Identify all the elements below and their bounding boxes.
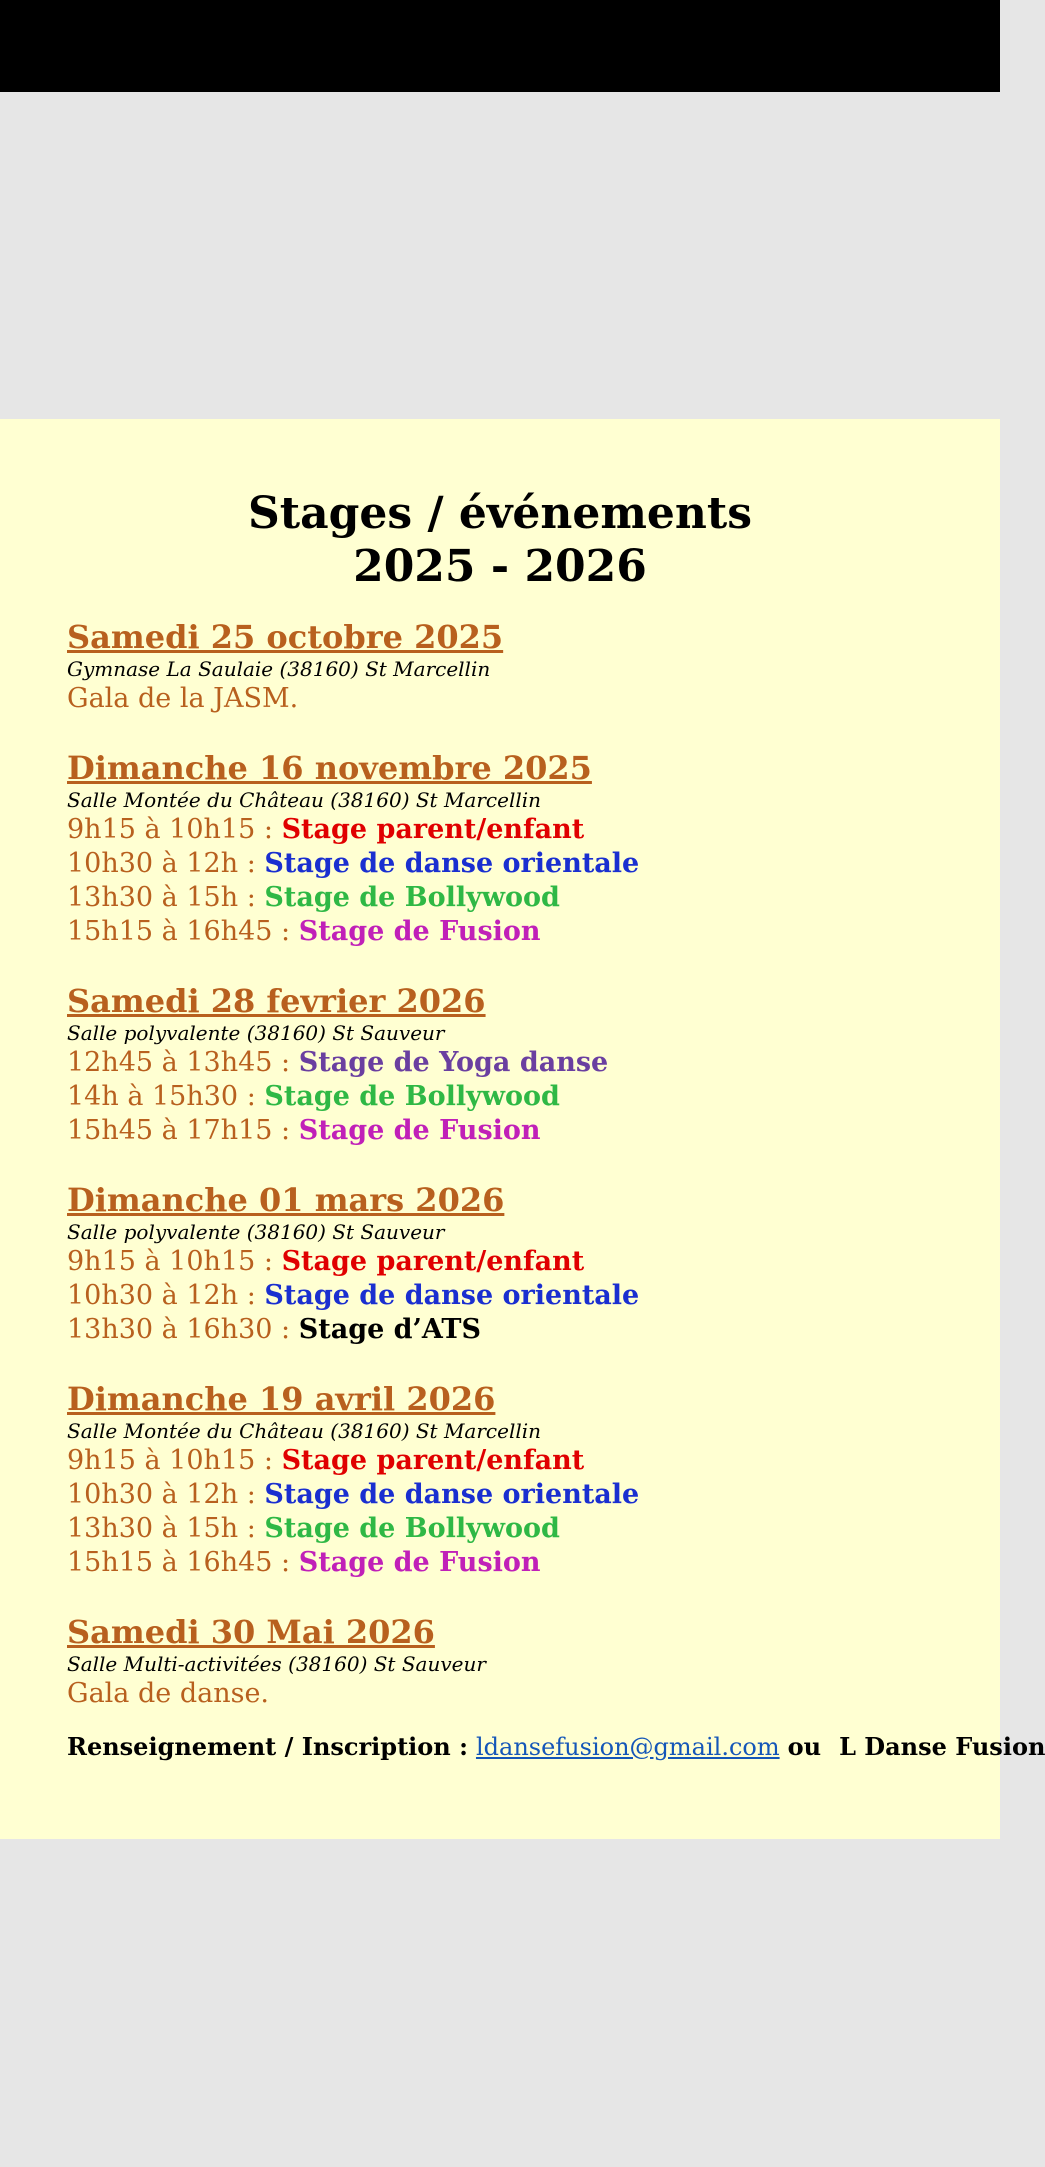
- schedule-row: [67, 1279, 967, 1313]
- event-date: Samedi 28 fevrier 2026: [67, 982, 486, 1020]
- schedule-time: 13h30 à 15h :: [67, 882, 265, 913]
- events-list: [67, 618, 967, 1711]
- schedule-time: 13h30 à 15h :: [67, 1513, 265, 1544]
- contact-label: Renseignement / Inscription :: [67, 1732, 468, 1761]
- title-line-2: 2025 - 2026: [353, 541, 647, 592]
- event-note: Gala de la JASM.: [67, 683, 299, 714]
- facebook-page-name[interactable]: L Danse Fusion: [839, 1732, 1045, 1761]
- stage-name: Stage de Bollywood: [264, 1513, 560, 1544]
- schedule-time: 14h à 15h30 :: [67, 1081, 265, 1112]
- event-block: [67, 618, 967, 716]
- schedule-row: [67, 1046, 967, 1080]
- schedule-row: [67, 1512, 967, 1546]
- stage-name: Stage de danse orientale: [264, 1479, 640, 1510]
- event-date: Dimanche 01 mars 2026: [67, 1181, 505, 1219]
- schedule-row: [67, 915, 967, 949]
- stage-name: Stage parent/enfant: [281, 1246, 585, 1277]
- event-note: Gala de danse.: [67, 1678, 270, 1709]
- contact-or: ou: [787, 1732, 822, 1761]
- event-date: Samedi 30 Mai 2026: [67, 1613, 435, 1651]
- event-block: [67, 1613, 967, 1711]
- bottom-gray-area: [0, 1839, 1000, 2167]
- schedule-time: 15h15 à 16h45 :: [67, 1547, 299, 1578]
- schedule-row: [67, 1444, 967, 1478]
- top-gray-area: [0, 92, 1000, 419]
- event-venue: Salle Montée du Château (38160) St Marcellin: [67, 788, 542, 812]
- event-date: Dimanche 19 avril 2026: [67, 1380, 496, 1418]
- event-venue: Gymnase La Saulaie (38160) St Marcellin: [67, 657, 491, 681]
- page-title: [0, 487, 1000, 593]
- event-venue: Salle Multi-activitées (38160) St Sauveur: [67, 1652, 486, 1676]
- schedule-row: [67, 1114, 967, 1148]
- stage-name: Stage d’ATS: [298, 1314, 481, 1345]
- stage-name: Stage de Bollywood: [264, 1081, 560, 1112]
- stage-name: Stage de Fusion: [298, 916, 541, 947]
- event-venue: Salle polyvalente (38160) St Sauveur: [67, 1220, 445, 1244]
- event-block: [67, 1181, 967, 1347]
- event-venue: Salle polyvalente (38160) St Sauveur: [67, 1021, 445, 1045]
- schedule-time: 10h30 à 12h :: [67, 1280, 265, 1311]
- stage-name: Stage de Fusion: [298, 1115, 541, 1146]
- stage-name: Stage parent/enfant: [281, 1445, 585, 1476]
- schedule-time: 12h45 à 13h45 :: [67, 1047, 299, 1078]
- schedule-time: 10h30 à 12h :: [67, 848, 265, 879]
- stage-name: Stage de Bollywood: [264, 882, 560, 913]
- stage-name: Stage de danse orientale: [264, 848, 640, 879]
- stage-name: Stage de Yoga danse: [298, 1047, 609, 1078]
- stage-name: Stage de Fusion: [298, 1547, 541, 1578]
- schedule-row: [67, 1313, 967, 1347]
- schedule-row: [67, 1080, 967, 1114]
- event-block: [67, 1380, 967, 1580]
- schedule-row: [67, 881, 967, 915]
- schedule-row: [67, 813, 967, 847]
- schedule-row: [67, 1478, 967, 1512]
- schedule-time: 9h15 à 10h15 :: [67, 1445, 282, 1476]
- schedule-row: [67, 1245, 967, 1279]
- schedule-time: 9h15 à 10h15 :: [67, 1246, 282, 1277]
- stage-name: Stage de danse orientale: [264, 1280, 640, 1311]
- event-block: [67, 982, 967, 1148]
- stage-name: Stage parent/enfant: [281, 814, 585, 845]
- event-venue: Salle Montée du Château (38160) St Marcellin: [67, 1419, 542, 1443]
- contact-line: [67, 1726, 1045, 1768]
- top-black-bar: [0, 0, 1000, 92]
- schedule-time: 10h30 à 12h :: [67, 1479, 265, 1510]
- title-line-1: Stages / événements: [247, 488, 753, 539]
- schedule-time: 15h15 à 16h45 :: [67, 916, 299, 947]
- schedule-time: 15h45 à 17h15 :: [67, 1115, 299, 1146]
- email-link[interactable]: ldansefusion@gmail.com: [475, 1733, 780, 1761]
- schedule-row: [67, 1546, 967, 1580]
- schedule-time: 13h30 à 16h30 :: [67, 1314, 299, 1345]
- event-date: Samedi 25 octobre 2025: [67, 618, 504, 656]
- schedule-time: 9h15 à 10h15 :: [67, 814, 282, 845]
- event-date: Dimanche 16 novembre 2025: [67, 749, 592, 787]
- event-block: [67, 749, 967, 949]
- schedule-row: [67, 847, 967, 881]
